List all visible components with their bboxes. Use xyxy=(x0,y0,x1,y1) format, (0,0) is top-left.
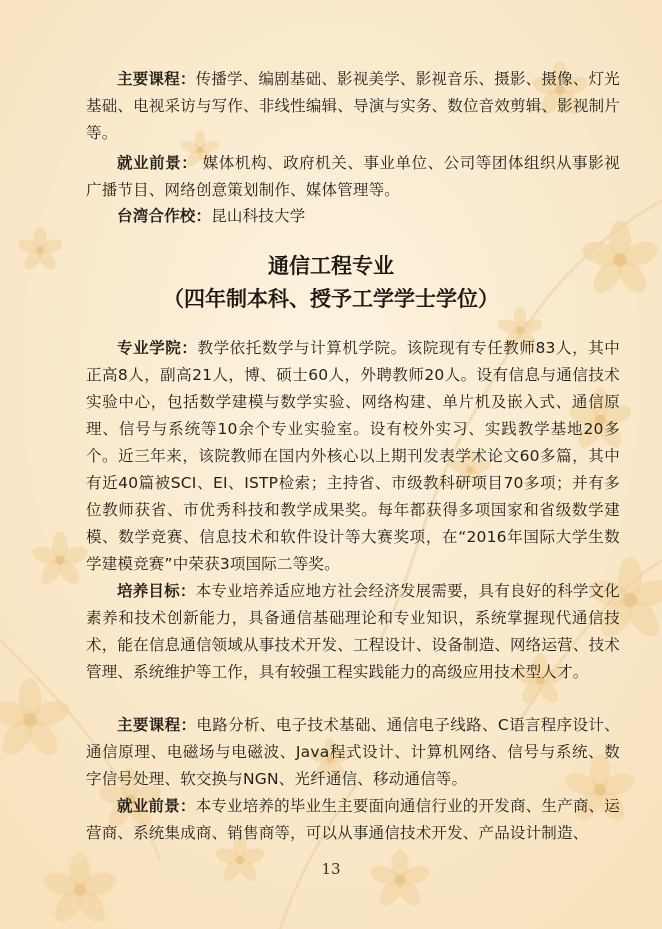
courses-text: 传播学、编剧基础、影视美学、影视音乐、摄影、摄像、灯光基础、电视采访与写作、非线性编辑、导演与实务、数位音效剪辑、影视制片等。 xyxy=(86,70,620,142)
telecom-employment-paragraph xyxy=(86,793,620,847)
telecom-courses-label: 主要课程： xyxy=(117,716,197,734)
page-number: 13 xyxy=(321,860,341,878)
college-paragraph xyxy=(86,335,620,578)
goal-paragraph xyxy=(86,578,620,686)
arts-employment-paragraph xyxy=(86,150,620,204)
partner-text: 昆山科技大学 xyxy=(211,207,306,225)
arts-courses-paragraph xyxy=(86,66,620,147)
telecom-courses-text: 电路分析、电子技术基础、通信电子线路、C语言程序设计、通信原理、电磁场与电磁波、Java程式设计、计算机网络、信号与系统、数字信号处理、软交换与NGN、光纤通信、移动通信等。 xyxy=(86,716,620,788)
partner-school-paragraph xyxy=(86,203,620,230)
partner-label: 台湾合作校： xyxy=(117,207,212,225)
employment-label: 就业前景： xyxy=(117,154,198,172)
major-title: 通信工程专业 xyxy=(268,254,394,278)
courses-label: 主要课程： xyxy=(117,70,196,88)
college-text: 教学依托数学与计算机学院。该院现有专任教师83人，其中正高8人，副高21人，博、硕士60人，外聘教师20人。设有信息与通信技术实验中心，包括数学建模与数学实验、网络构建、单片机及嵌入式、通信原理、信号与系统等10余个专业实验室。设有校外实习、实践教学基地20多个。近三年来，该院教师在国内外核心以上期刊发表学术论文60多篇，其中有近40篇被SCI、EI、ISTP检索；主持省、市级教科研项目70多项；并有多位教师获省、市优秀科技和教学成果奖。每年都获得多项国家和省级数学建模、数学竞赛、信息技术和软件设计等大赛奖项，在“2016年国际大学生数学建模竞赛”中荣获3项国际二等奖。 xyxy=(86,339,620,573)
telecom-employment-label: 就业前景： xyxy=(117,797,196,815)
employment-text: 媒体机构、政府机关、事业单位、公司等团体组织从事影视广播节目、网络创意策划制作、媒体管理等。 xyxy=(86,154,620,199)
college-label: 专业学院： xyxy=(117,339,198,357)
telecom-employment-text: 本专业培养的毕业生主要面向通信行业的开发商、生产商、运营商、系统集成商、销售商等，可以从事通信技术开发、产品设计制造、 xyxy=(86,797,620,842)
goal-label: 培养目标： xyxy=(117,582,196,600)
telecom-courses-paragraph xyxy=(86,712,620,793)
major-subtitle: （四年制本科、授予工学学士学位） xyxy=(163,287,499,311)
goal-text: 本专业培养适应地方社会经济发展需要，具有良好的科学文化素养和技术创新能力，具备通信基础理论和专业知识，系统掌握现代通信技术，能在信息通信领域从事技术开发、工程设计、设备制造、网络运营、技术管理、系统维护等工作，具有较强工程实践能力的高级应用技术型人才。 xyxy=(86,582,620,681)
